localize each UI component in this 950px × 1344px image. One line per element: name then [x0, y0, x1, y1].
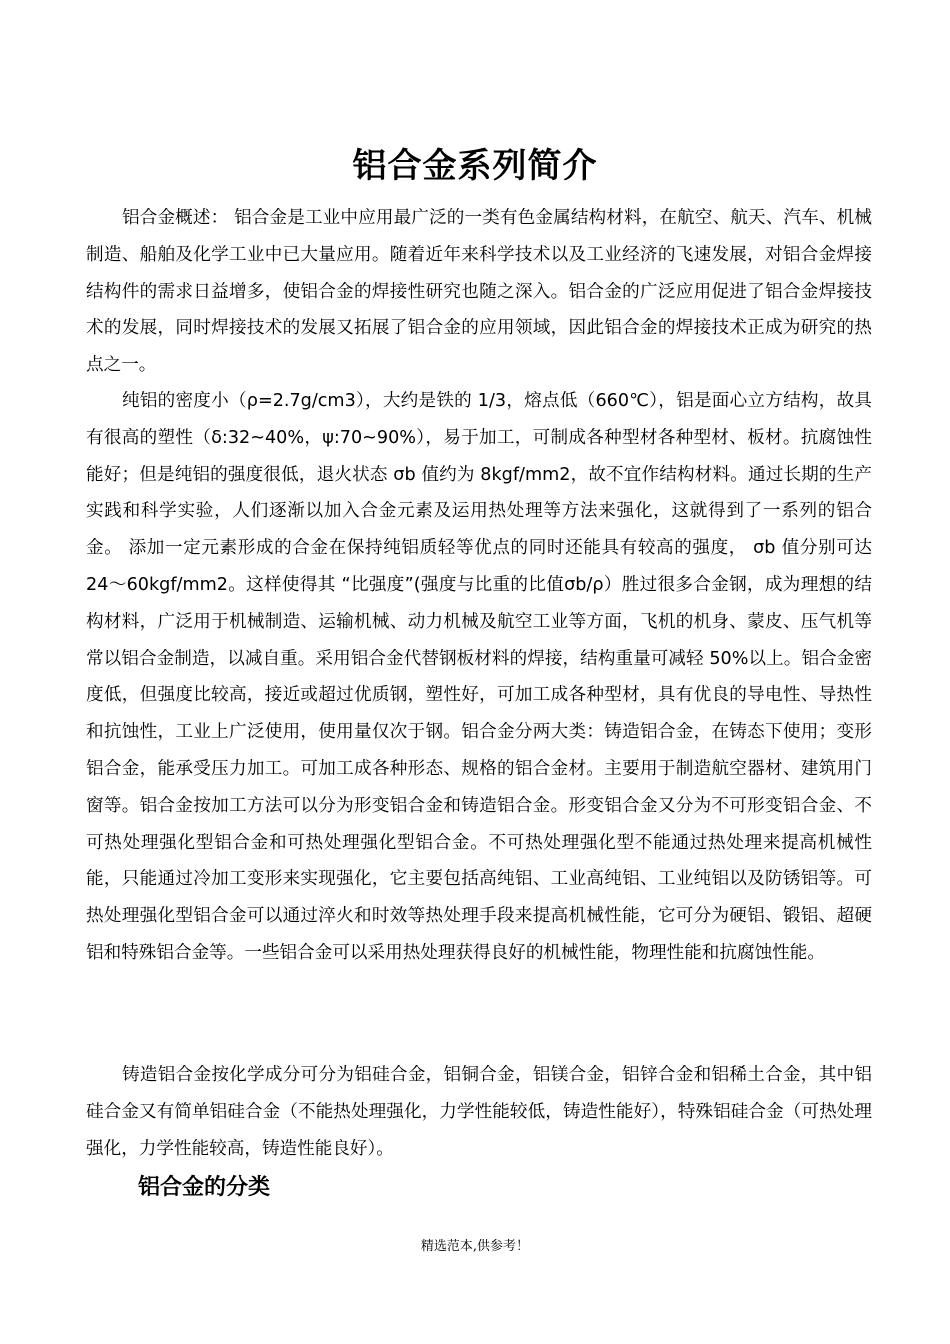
paragraph-cast-alloys: 铸造铝合金按化学成分可分为铝硅合金，铝铜合金，铝镁合金，铝锌合金和铝稀土合金，其中铝硅合金又有简单铝硅合金（不能热处理强化，力学性能较低，铸造性能好），特殊铝硅合金（可热处理强化，力学性能较高，铸造性能良好）。: [86, 1065, 872, 1159]
paragraph-overview: 铝合金概述： 铝合金是工业中应用最广泛的一类有色金属结构材料，在航空、航天、汽车、机械制造、船舶及化学工业中已大量应用。随着近年来科学技术以及工业经济的飞速发展，对铝合金焊接结构件的需求日益增多，使铝合金的焊接性研究也随之深入。铝合金的广泛应用促进了铝合金焊接技术的发展，同时焊接技术的发展又拓展了铝合金的应用领域，因此铝合金的焊接技术正成为研究的热点之一。: [86, 208, 872, 376]
paragraph-pure-aluminum: 纯铝的密度小（ρ=2.7g/cm3），大约是铁的 1/3，熔点低（660℃），铝是面心立方结构，故具有很高的塑性（δ:32~40%，ψ:70~90%），易于加工，可制成各种型材各种型材、板材。抗腐蚀性能好；但是纯铝的强度很低，退火状态 σb 值约为 8kgf/mm2，故不宜作结构材料。通过长期的生产实践和科学实验，人们逐渐以加入合金元素及运用热处理等方法来强化，这就得到了一系列的铝合金。 添加一定元素形成的合金在保持纯铝质轻等优点的同时还能具有较高的强度， σb 值分别可达 24～60kgf/mm2。这样使得其 “比强度”(强度与比重的比值σb/ρ）胜过很多合金钢，成为理想的结构材料，广泛用于机械制造、运输机械、动力机械及航空工业等方面，飞机的机身、蒙皮、压气机等常以铝合金制造，以减自重。采用铝合金代替钢板材料的焊接，结构重量可减轻 50%以上。铝合金密度低，但强度比较高，接近或超过优质钢，塑性好，可加工成各种型材，具有优良的导电性、导热性和抗蚀性，工业上广泛使用，使用量仅次于钢。铝合金分两大类：铸造铝合金，在铸态下使用；变形铝合金，能承受压力加工。可加工成各种形态、规格的铝合金材。主要用于制造航空器材、建筑用门窗等。铝合金按加工方法可以分为形变铝合金和铸造铝合金。形变铝合金又分为不可形变铝合金、不可热处理强化型铝合金和可热处理强化型铝合金。不可热处理强化型不能通过热处理来提高机械性能，只能通过冷加工变形来实现强化，它主要包括高纯铝、工业高纯铝、工业纯铝以及防锈铝等。可热处理强化型铝合金可以通过淬火和时效等热处理手段来提高机械性能，它可分为硬铝、锻铝、超硬铝和特殊铝合金等。一些铝合金可以采用热处理获得良好的机械性能，物理性能和抗腐蚀性能。: [86, 391, 872, 963]
page-footer: 精选范本,供参考！: [420, 1239, 530, 1254]
section-heading: 铝合金的分类: [138, 1175, 271, 1200]
document-title: 铝合金系列简介: [352, 146, 598, 186]
